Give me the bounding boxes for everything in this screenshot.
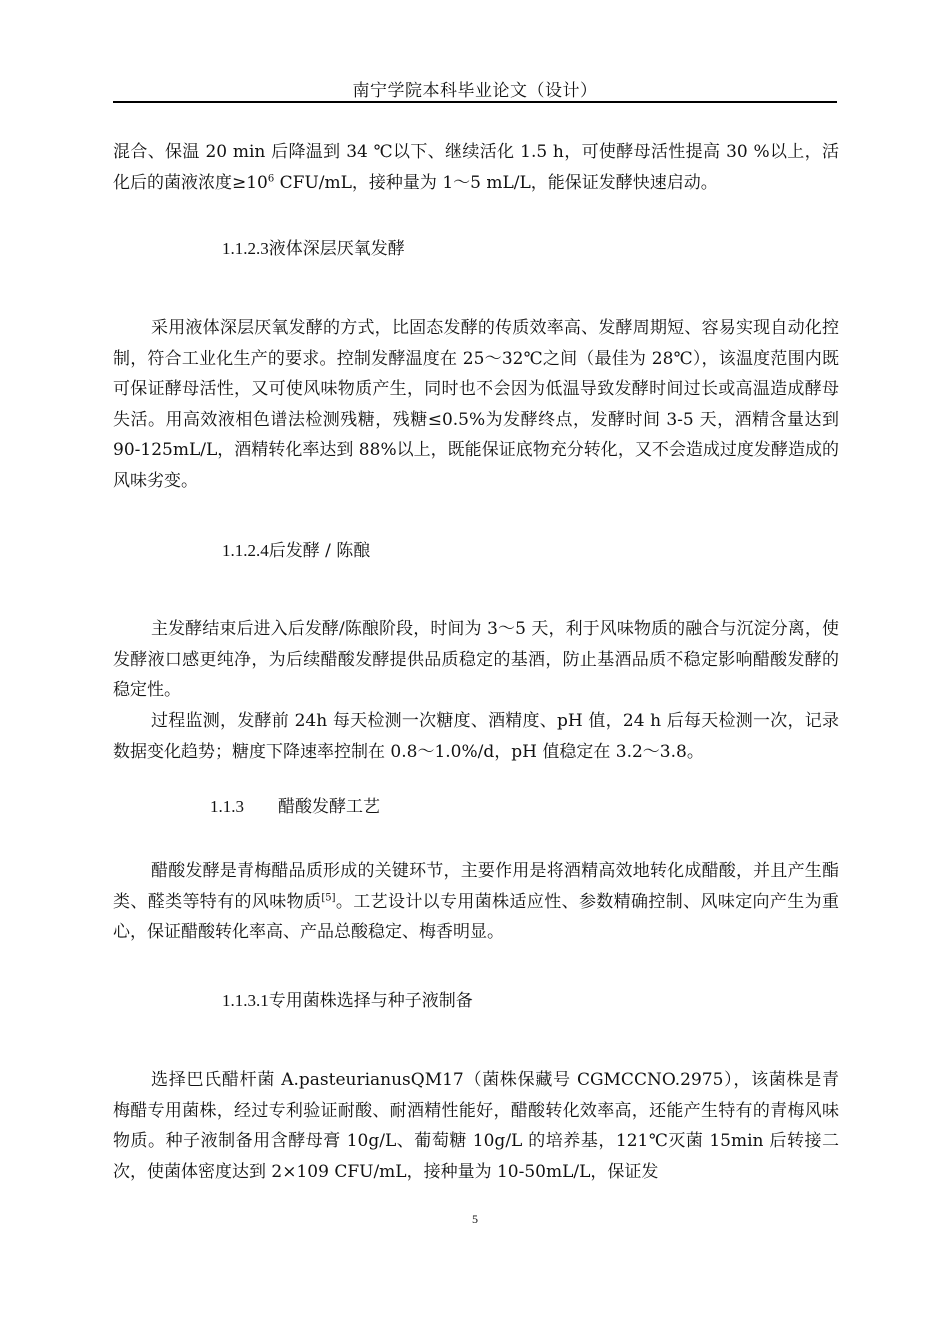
heading-number: 1.1.2.3 [222, 239, 269, 258]
section-heading-1-1-2-4 [222, 536, 370, 561]
section-heading-1-1-3-1 [222, 986, 473, 1011]
paragraph-text: 混合、保温 20 min 后降温到 34 ℃以下、继续活化 1.5 h，可使酵母活性提高 30 %以上，活化后的菌液浓度≥10 [113, 142, 839, 193]
section-heading-1-1-3 [210, 792, 380, 817]
heading-number: 1.1.3 [210, 797, 244, 816]
running-header: 南宁学院本科毕业论文（设计） [352, 81, 598, 101]
section-heading-1-1-2-3 [222, 234, 405, 259]
header-divider [113, 101, 837, 103]
heading-text: 专用菌株选择与种子液制备 [268, 991, 473, 1011]
page-number: 5 [472, 1212, 478, 1226]
heading-text: 醋酸发酵工艺 [278, 797, 380, 817]
paragraph-anaerobic-fermentation: 采用液体深层厌氧发酵的方式，比固态发酵的传质效率高、发酵周期短、容易实现自动化控制，符合工业化生产的要求。控制发酵温度在 25～32℃之间（最佳为 28℃），该温度范围内既可保证酵母活性，又可使风味物质产生，同时也不会因为低温导致发酵时间过长或高温造成酵母失活。用高效液相色谱法检测残糖，残糖≤0.5%为发酵终点，发酵时间 3-5 天，酒精含量达到 90-125mL/L，酒精转化率达到 88%以上，既能保证底物充分转化，又不会造成过度发酵造成的风味劣变。 [113, 318, 839, 491]
citation-reference: [5] [321, 891, 336, 903]
heading-number: 1.1.2.4 [222, 541, 269, 560]
superscript-exponent: 6 [267, 172, 275, 184]
paragraph-activation [113, 137, 839, 198]
heading-number: 1.1.3.1 [222, 991, 269, 1010]
paragraph-acetic-fermentation [113, 856, 839, 948]
paragraph-text: 醋酸发酵是青梅醋品质形成的关键环节，主要作用是将酒精高效地转化成醋酸，并且产生酯类、醛类等特有的风味物质 [113, 861, 839, 912]
heading-text: 后发酵 / 陈酿 [268, 541, 371, 561]
paragraph-text-tail: 。工艺设计以专用菌株适应性、参数精确控制、风味定向产生为重心，保证醋酸转化率高、产品总酸稳定、梅香明显。 [113, 891, 840, 943]
paragraph-strain-selection: 选择巴氏醋杆菌 A.pasteurianusQM17（菌株保藏号 CGMCCNO.2975），该菌株是青梅醋专用菌株，经过专利验证耐酸、耐酒精性能好，醋酸转化效率高，还能产生特有的青梅风味物质。种子液制备用含酵母膏 10g/L、葡萄糖 10g/L 的培养基，121℃灭菌 15min 后转接二次，使菌体密度达到 2×109 CFU/mL，接种量为 10-50mL/L，保证发 [113, 1070, 839, 1182]
paragraph-post-fermentation: 主发酵结束后进入后发酵/陈酿阶段，时间为 3～5 天，利于风味物质的融合与沉淀分离，使发酵液口感更纯净，为后续醋酸发酵提供品质稳定的基酒，防止基酒品质不稳定影响醋酸发酵的稳定性。 [113, 619, 839, 701]
paragraph-text-tail: CFU/mL，接种量为 1～5 mL/L，能保证发酵快速启动。 [274, 172, 718, 193]
paragraph-process-monitoring: 过程监测，发酵前 24h 每天检测一次糖度、酒精度、pH 值，24 h 后每天检测一次，记录数据变化趋势；糖度下降速率控制在 0.8～1.0%/d，pH 值稳定在 3.2～3.8。 [113, 711, 839, 762]
heading-text: 液体深层厌氧发酵 [268, 239, 405, 259]
